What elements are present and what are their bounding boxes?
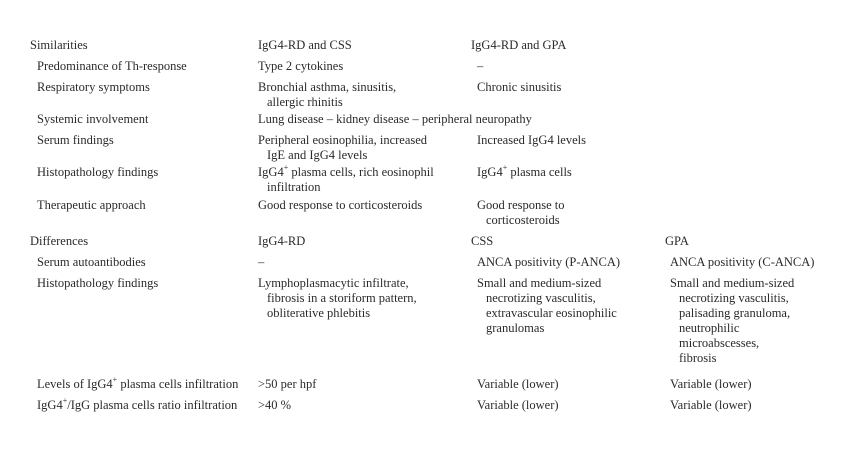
cell xyxy=(477,162,657,180)
cell-line: palisading granuloma, xyxy=(679,306,791,320)
cell xyxy=(477,276,657,336)
superscript: + xyxy=(502,162,508,172)
cell xyxy=(258,133,468,163)
row-label: Predominance of Th-response xyxy=(37,59,187,73)
cell xyxy=(258,255,468,270)
row-label: Serum findings xyxy=(37,133,114,147)
cell-line: Lung disease – kidney disease – peripheral neuropathy xyxy=(258,112,532,126)
text: IgG4 xyxy=(258,165,284,179)
similarities-heading: Similarities xyxy=(30,38,88,52)
cell-line: ANCA positivity (C-ANCA) xyxy=(670,255,815,269)
text: plasma cells infiltration xyxy=(117,377,239,391)
cell xyxy=(258,377,468,392)
cell xyxy=(258,398,468,413)
cell-line: Small and medium-sized xyxy=(670,276,795,290)
cell-line: IgE and IgG4 levels xyxy=(267,148,368,162)
row-label xyxy=(37,374,239,392)
cell xyxy=(477,255,657,270)
text: plasma cells xyxy=(507,165,572,179)
cell-line: Variable (lower) xyxy=(670,377,752,391)
cell-line: corticosteroids xyxy=(486,213,560,227)
cell-line: – xyxy=(477,59,484,73)
cell-line: Lymphoplasmacytic infiltrate, xyxy=(258,276,409,290)
cell xyxy=(477,59,657,74)
cell xyxy=(477,133,657,148)
superscript: + xyxy=(283,162,289,172)
cell-line: Good response to corticosteroids xyxy=(258,198,423,212)
cell-line: Increased IgG4 levels xyxy=(477,133,586,147)
text: IgG4 xyxy=(477,165,503,179)
cell-line: extravascular eosinophilic xyxy=(486,306,617,320)
cell-line: Good response to xyxy=(477,198,565,212)
text: /IgG plasma cells ratio infiltration xyxy=(67,398,238,412)
cell-line: granulomas xyxy=(486,321,545,335)
cell-line: Peripheral eosinophilia, increased xyxy=(258,133,428,147)
cell-line: infiltration xyxy=(267,180,321,194)
cell xyxy=(258,59,468,74)
cell xyxy=(258,198,468,213)
cell-line: Chronic sinusitis xyxy=(477,80,562,94)
row-label: Systemic involvement xyxy=(37,112,149,126)
cell-line: microabscesses, xyxy=(679,336,760,350)
header-gpa: GPA xyxy=(665,234,689,248)
differences-heading: Differences xyxy=(30,234,89,248)
cell-line: – xyxy=(258,255,265,269)
header-igg4rd-gpa: IgG4-RD and GPA xyxy=(471,38,567,52)
cell-line: obliterative phlebitis xyxy=(267,306,371,320)
cell xyxy=(670,255,840,270)
cell-line: Type 2 cytokines xyxy=(258,59,344,73)
cell-line: >50 per hpf xyxy=(258,377,317,391)
cell xyxy=(477,198,657,228)
cell xyxy=(258,276,468,321)
cell-line: Bronchial asthma, sinusitis, xyxy=(258,80,397,94)
cell xyxy=(477,80,657,95)
row-label: Histopathology findings xyxy=(37,276,159,290)
cell-line: fibrosis in a storiform pattern, xyxy=(267,291,417,305)
cell-line: Variable (lower) xyxy=(477,377,559,391)
cell-line: Variable (lower) xyxy=(477,398,559,412)
cell xyxy=(258,162,468,195)
row-label: Respiratory symptoms xyxy=(37,80,150,94)
cell xyxy=(670,377,840,392)
cell-spanning xyxy=(258,112,678,127)
header-igg4rd-css: IgG4-RD and CSS xyxy=(258,38,352,52)
text: IgG4 xyxy=(37,398,63,412)
cell-line: necrotizing vasculitis, xyxy=(679,291,789,305)
cell xyxy=(670,398,840,413)
cell-line: ANCA positivity (P-ANCA) xyxy=(477,255,621,269)
cell xyxy=(477,377,657,392)
cell-line: necrotizing vasculitis, xyxy=(486,291,596,305)
cell-line: Small and medium-sized xyxy=(477,276,602,290)
cell-line xyxy=(477,162,657,180)
cell-line: Variable (lower) xyxy=(670,398,752,412)
superscript: + xyxy=(62,395,68,405)
row-label: Serum autoantibodies xyxy=(37,255,146,269)
header-css: CSS xyxy=(471,234,494,248)
cell xyxy=(477,398,657,413)
text: plasma cells, rich eosinophil xyxy=(288,165,434,179)
row-label xyxy=(37,395,238,413)
cell-line: neutrophilic xyxy=(679,321,740,335)
cell-line xyxy=(258,162,468,180)
cell xyxy=(670,276,840,366)
cell xyxy=(258,80,468,110)
text: Levels of IgG4 xyxy=(37,377,113,391)
header-igg4rd: IgG4-RD xyxy=(258,234,306,248)
cell-line: allergic rhinitis xyxy=(267,95,343,109)
superscript: + xyxy=(112,374,118,384)
row-label: Therapeutic approach xyxy=(37,198,146,212)
cell-line: fibrosis xyxy=(679,351,717,365)
row-label: Histopathology findings xyxy=(37,165,159,179)
cell-line: >40 % xyxy=(258,398,292,412)
